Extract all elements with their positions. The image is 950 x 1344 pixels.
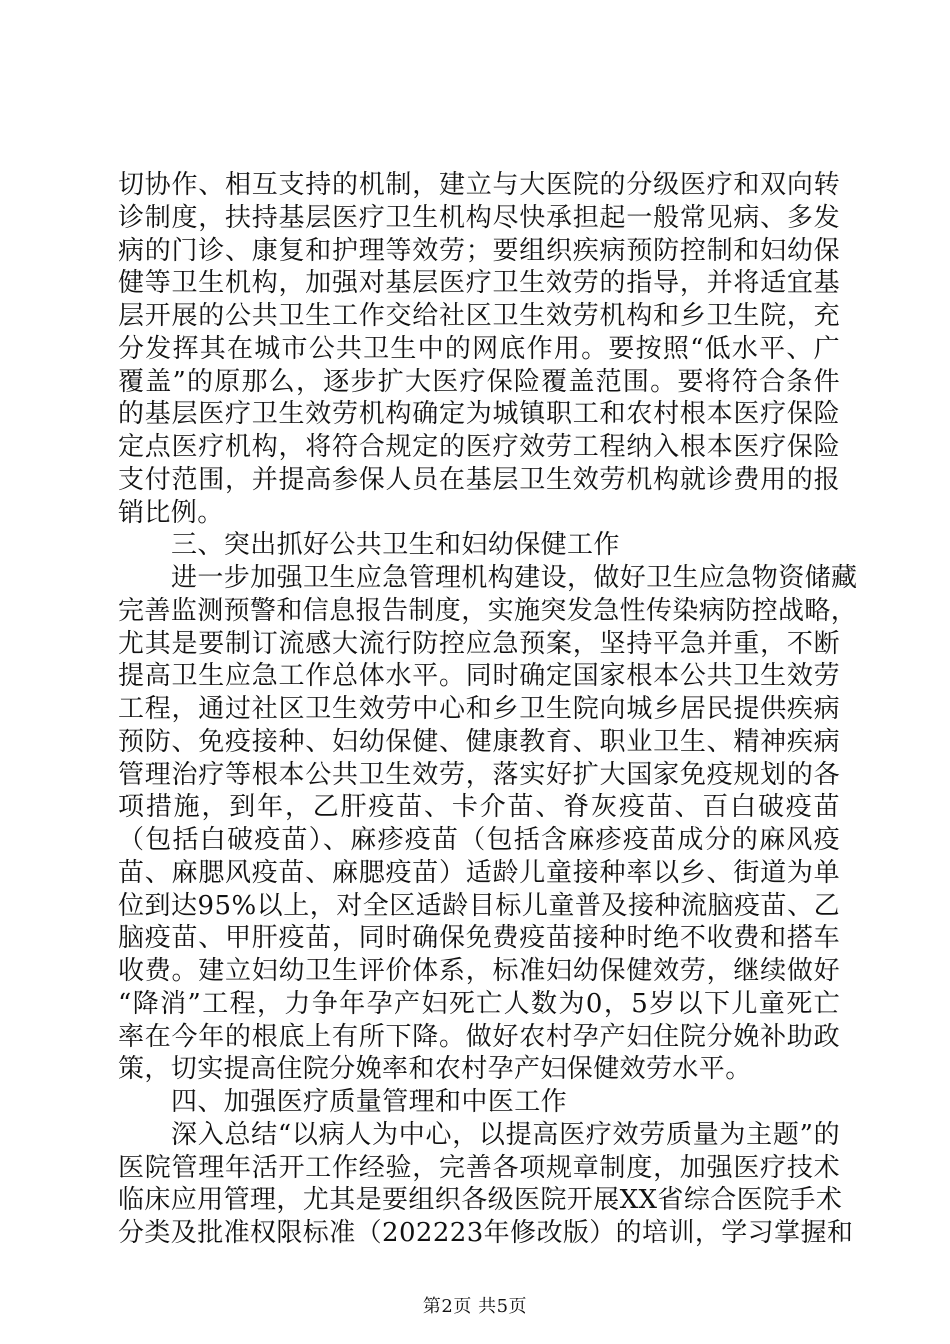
- text-line: 预防、免疫接种、妇幼保健、健康教育、职业卫生、精神疾病: [118, 726, 840, 757]
- text-line: 临床应用管理，尤其是要组织各级医院开展XX省综合医院手术: [118, 1185, 843, 1216]
- text-line: 进一步加强卫生应急管理机构建设，做好卫生应急物资储藏: [171, 563, 858, 593]
- text-line: 策，切实提高住院分娩率和农村孕产妇保健效劳水平。: [118, 1054, 752, 1085]
- text-line: （包括白破疫苗）、麻疹疫苗（包括含麻疹疫苗成分的麻风疫: [118, 825, 840, 855]
- text-line: 分发挥其在城市公共卫生中的网底作用。要按照“低水平、广: [118, 333, 840, 364]
- text-line: 深入总结“以病人为中心，以提高医疗效劳质量为主题”的: [171, 1119, 840, 1150]
- text-line: 完善监测预警和信息报告制度，实施突发急性传染病防控战略，: [118, 595, 858, 626]
- text-line: 健等卫生机构，加强对基层医疗卫生效劳的指导，并将适宜基: [118, 268, 840, 299]
- text-line: 的基层医疗卫生效劳机构确定为城镇职工和农村根本医疗保险: [118, 399, 840, 430]
- section-heading: 四、加强医疗质量管理和中医工作: [171, 1087, 568, 1117]
- document-body: [118, 169, 858, 1250]
- text-line: 分类及批准权限标准（202223年修改版）的培训，学习掌握和: [118, 1218, 854, 1248]
- text-line: 销比例。: [118, 497, 224, 528]
- text-line: 定点医疗机构，将符合规定的医疗效劳工程纳入根本医疗保险: [118, 432, 840, 462]
- text-line: 提高卫生应急工作总体水平。同时确定国家根本公共卫生效劳: [118, 661, 840, 692]
- text-line: 支付范围，并提高参保人员在基层卫生效劳机构就诊费用的报: [118, 464, 840, 495]
- text-line: 苗、麻腮风疫苗、麻腮疫苗）适龄儿童接种率以乡、街道为单: [118, 857, 840, 888]
- text-line: 诊制度，扶持基层医疗卫生机构尽快承担起一般常见病、多发: [118, 202, 840, 233]
- text-line: 收费。建立妇幼卫生评价体系，标准妇幼保健效劳，继续做好: [118, 956, 840, 986]
- text-line: 医院管理年活开工作经验，完善各项规章制度，加强医疗技术: [118, 1152, 840, 1183]
- text-line: 率在今年的根底上有所下降。做好农村孕产妇住院分娩补助政: [118, 1021, 840, 1052]
- text-line: 位到达95%以上，对全区适龄目标儿童普及接种流脑疫苗、乙: [118, 890, 840, 921]
- text-line: 切协作、相互支持的机制，建立与大医院的分级医疗和双向转: [118, 170, 840, 200]
- text-line: 脑疫苗、甲肝疫苗，同时确保免费疫苗接种时绝不收费和搭车: [118, 923, 840, 954]
- text-line: 尤其是要制订流感大流行防控应急预案，坚持平急并重，不断: [118, 628, 840, 659]
- page-number-footer: 第2页 共5页: [422, 1296, 528, 1317]
- section-heading: 三、突出抓好公共卫生和妇幼保健工作: [171, 530, 620, 561]
- text-line: 项措施，到年，乙肝疫苗、卡介苗、脊灰疫苗、百白破疫苗: [118, 792, 840, 823]
- text-line: 层开展的公共卫生工作交给社区卫生效劳机构和乡卫生院，充: [118, 301, 840, 331]
- text-line: “降消”工程，力争年孕产妇死亡人数为0，5岁以下儿童死亡: [118, 988, 840, 1019]
- text-line: 覆盖”的原那么，逐步扩大医疗保险覆盖范围。要将符合条件: [118, 366, 840, 397]
- text-line: 管理治疗等根本公共卫生效劳，落实好扩大国家免疫规划的各: [118, 759, 840, 790]
- text-line: 病的门诊、康复和护理等效劳；要组织疾病预防控制和妇幼保: [118, 235, 840, 266]
- text-line: 工程，通过社区卫生效劳中心和乡卫生院向城乡居民提供疾病: [118, 694, 840, 724]
